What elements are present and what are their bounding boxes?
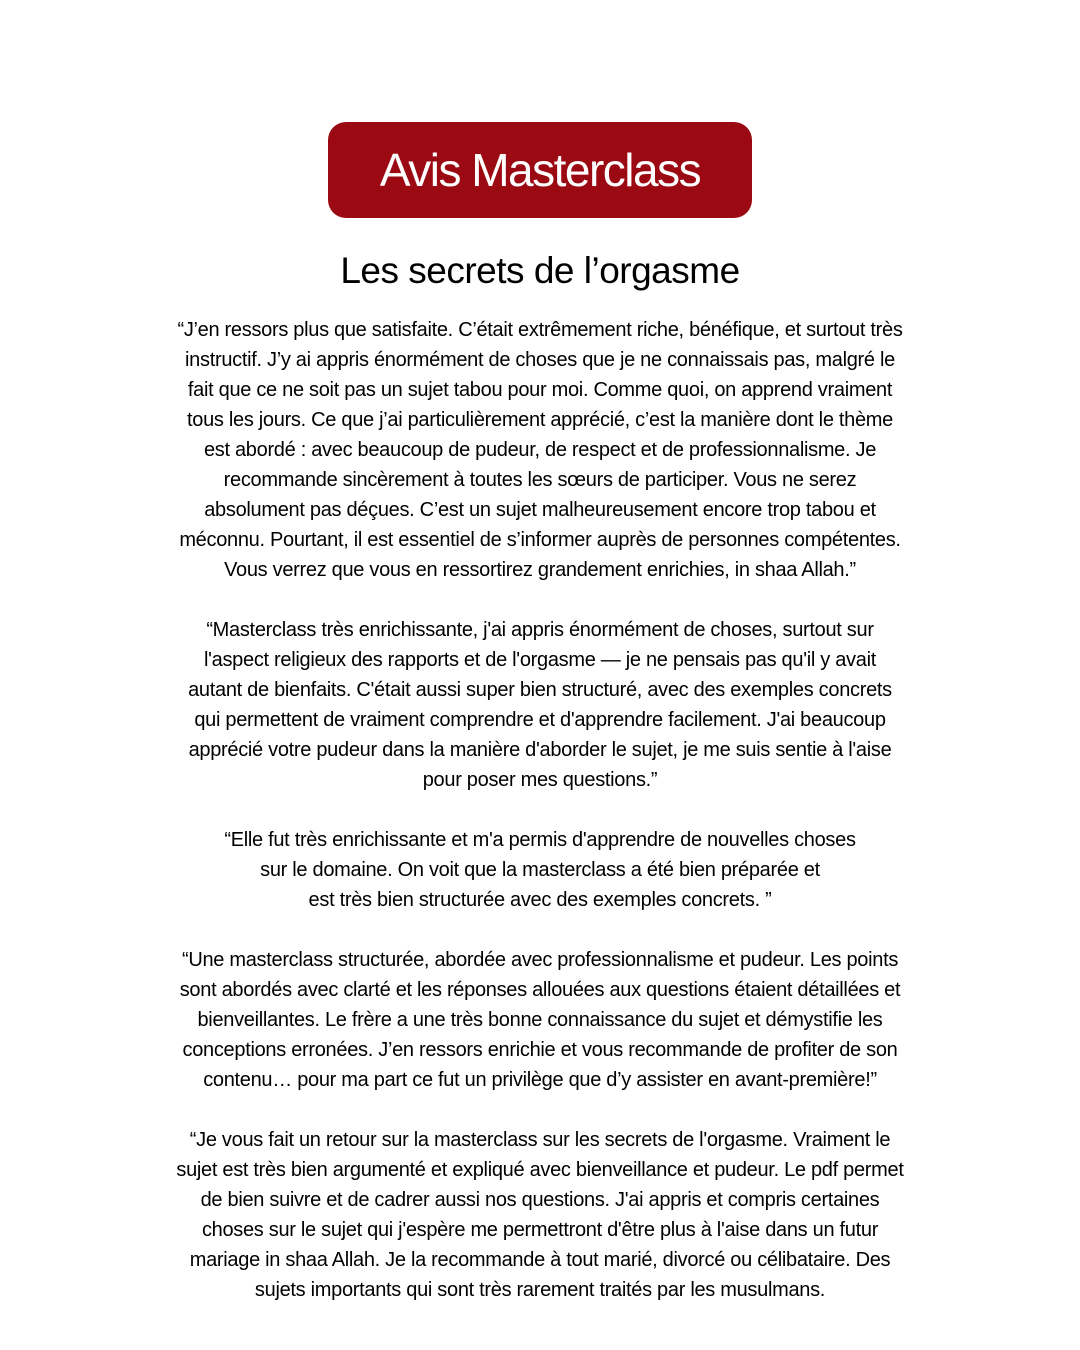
review-text-line: “Masterclass très enrichissante, j'ai appris énormément de choses, surtout sur — [206, 619, 874, 641]
review-text-line: l'aspect religieux des rapports et de l'orgasme — je ne pensais pas qu'il y avait — [204, 649, 876, 671]
review-text-line: “J’en ressors plus que satisfaite. C’était extrêmement riche, bénéfique, et surtout très — [177, 319, 903, 341]
review-text-line: autant de bienfaits. C'était aussi super bien structuré, avec des exemples concrets — [188, 679, 892, 701]
review-text-line: sujet est très bien argumenté et expliqué avec bienveillance et pudeur. Le pdf permet — [176, 1159, 904, 1181]
review-text-line: apprécié votre pudeur dans la manière d'aborder le sujet, je me suis sentie à l'aise — [188, 739, 892, 761]
review-text-line: pour poser mes questions.” — [422, 769, 658, 791]
page-title: Avis Masterclass — [379, 144, 701, 196]
review-text-line: tous les jours. Ce que j’ai particulièrement apprécié, c’est la manière dont le thème — [187, 409, 893, 431]
reviews-list — [40, 315, 1040, 1335]
review-text-line: instructif. J’y ai appris énormément de choses que je ne connaissais pas, malgré le — [185, 349, 895, 371]
review-text-line: bienveillantes. Le frère a une très bonne connaissance du sujet et démystifie les — [197, 1009, 883, 1031]
review-text-line: mariage in shaa Allah. Je la recommande à tout marié, divorcé ou célibataire. Des — [189, 1249, 891, 1271]
review-text-line: recommande sincèrement à toutes les sœurs de participer. Vous ne serez — [223, 469, 857, 491]
page-subtitle: Les secrets de l’orgasme — [340, 250, 740, 291]
review-testimonial — [40, 315, 1040, 585]
review-text-line: conceptions erronées. J’en ressors enrichie et vous recommande de profiter de son — [182, 1039, 898, 1061]
review-text-line: “Je vous fait un retour sur la masterclass sur les secrets de l'orgasme. Vraiment le — [189, 1129, 891, 1151]
review-text-line: Vous verrez que vous en ressortirez grandement enrichies, in shaa Allah.” — [224, 559, 856, 581]
review-text-line: est abordé : avec beaucoup de pudeur, de respect et de professionnalisme. Je — [203, 439, 877, 461]
review-text-line: “Elle fut très enrichissante et m'a permis d'apprendre de nouvelles choses — [224, 829, 856, 851]
review-text-line: choses sur le sujet qui j'espère me permettront d'être plus à l'aise dans un futur — [201, 1219, 879, 1241]
review-text-line: contenu… pour ma part ce fut un privilège que d’y assister en avant-première!” — [203, 1069, 877, 1091]
review-text-line: méconnu. Pourtant, il est essentiel de s’informer auprès de personnes compétentes. — [179, 529, 901, 551]
review-text-line: est très bien structurée avec des exemples concrets. ” — [308, 889, 772, 911]
review-text-line: qui permettent de vraiment comprendre et d'apprendre facilement. J'ai beaucoup — [194, 709, 886, 731]
review-text-line: “Une masterclass structurée, abordée avec professionnalisme et pudeur. Les points — [181, 949, 899, 971]
review-text-line: absolument pas déçues. C’est un sujet malheureusement encore trop tabou et — [204, 499, 876, 521]
review-testimonial — [40, 945, 1040, 1095]
review-text-line: de bien suivre et de cadrer aussi nos questions. J'ai appris et compris certaines — [200, 1189, 880, 1211]
review-text-line: sujets importants qui sont très rarement traités par les musulmans. — [254, 1279, 826, 1301]
review-text-line: sont abordés avec clarté et les réponses allouées aux questions étaient détaillées et — [179, 979, 901, 1001]
review-testimonial — [40, 615, 1040, 795]
review-text-line: fait que ce ne soit pas un sujet tabou pour moi. Comme quoi, on apprend vraiment — [187, 379, 893, 401]
review-text-line: sur le domaine. On voit que la masterclass a été bien préparée et — [260, 859, 820, 881]
title-badge — [328, 122, 752, 218]
review-testimonial — [40, 1125, 1040, 1305]
review-testimonial — [40, 825, 1040, 915]
